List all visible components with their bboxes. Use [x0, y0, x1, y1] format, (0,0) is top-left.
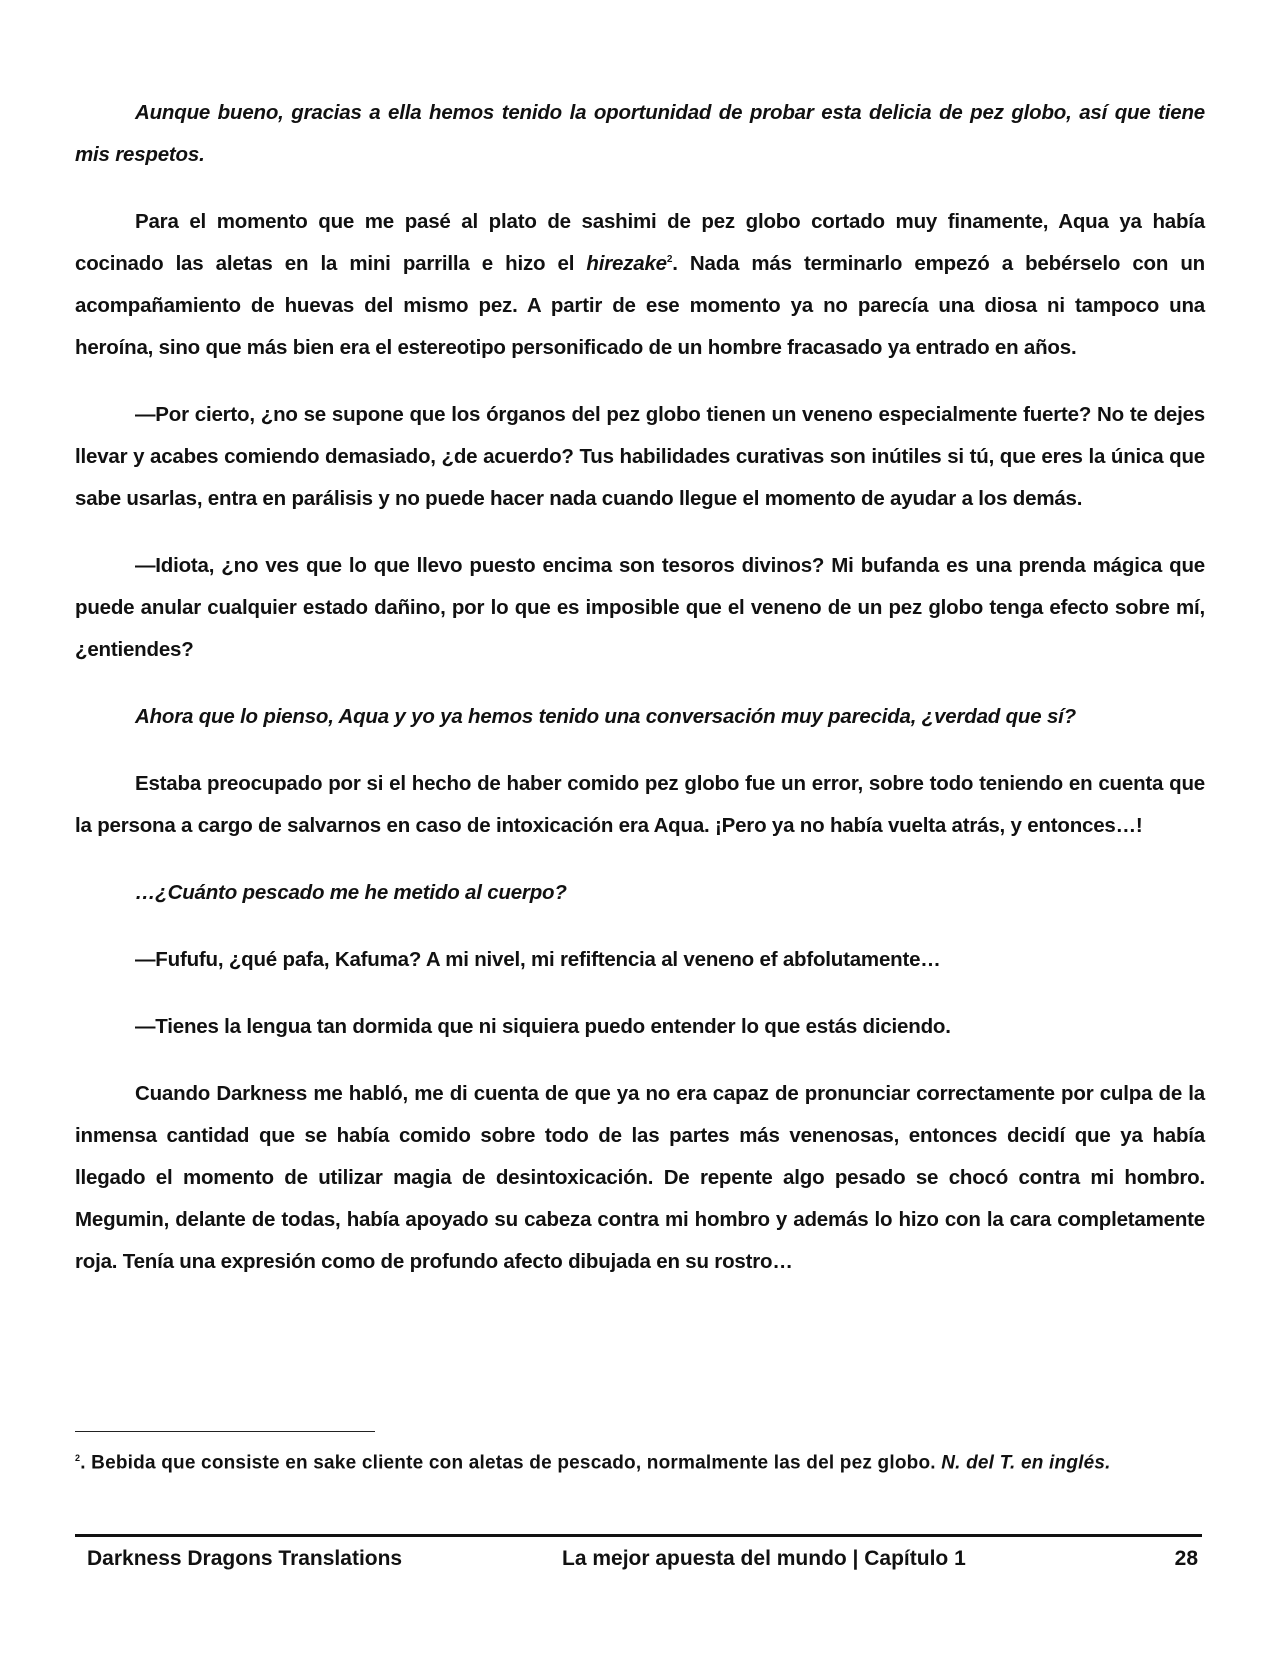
footer-chapter-title: La mejor apuesta del mundo | Capítulo 1 — [562, 1547, 966, 1570]
paragraph-7: …¿Cuánto pescado me he metido al cuerpo? — [135, 881, 567, 904]
footnote — [75, 1444, 1215, 1477]
page-footer — [75, 1543, 1202, 1575]
paragraph-1: Aunque bueno, gracias a ella hemos tenido la oportunidad de probar esta delicia de pez globo, así que tiene mis respetos. — [75, 101, 1205, 166]
paragraph-8: —Fufufu, ¿qué pafa, Kafuma? A mi nivel, mi refiftencia al veneno ef abfolutamente… — [135, 948, 941, 971]
hirezake-term: hirezake — [586, 252, 667, 275]
paragraph-2-text-b: . Nada más terminarlo empezó a bebérselo con un acompañamiento de huevas del mismo pez. A partir de ese momento ya no parecía una diosa ni tampoco una heroína, sino que más bien era el estereotipo personificado de un hombre fracasado ya entrado en años. — [75, 252, 1205, 359]
footer-divider — [75, 1534, 1202, 1537]
paragraph-4: —Idiota, ¿no ves que lo que llevo puesto encima son tesoros divinos? Mi bufanda es una prenda mágica que puede anular cualquier estado dañino, por lo que es imposible que el veneno de un pez globo tenga efecto sobre mí, ¿entiendes? — [75, 554, 1205, 661]
footer-translator-group: Darkness Dragons Translations — [87, 1547, 403, 1570]
footnote-marker: 2 — [75, 1453, 81, 1463]
paragraph-10: Cuando Darkness me habló, me di cuenta de que ya no era capaz de pronunciar correctamente por culpa de la inmensa cantidad que se había comido sobre todo de las partes más venenosas, entonces decidí que ya había llegado el momento de utilizar magia de desintoxicación. De repente algo pesado se chocó contra mi hombro. Megumin, delante de todas, había apoyado su cabeza contra mi hombro y además lo hizo con la cara completamente roja. Tenía una expresión como de profundo afecto dibujada en su rostro… — [75, 1082, 1205, 1273]
page-body — [75, 92, 1205, 1308]
paragraph-2 — [75, 201, 1205, 369]
translator-note: N. del T. en inglés. — [941, 1452, 1111, 1474]
footnote-reference[interactable]: 2 — [666, 254, 673, 266]
footnote-divider — [75, 1431, 375, 1432]
paragraph-9: —Tienes la lengua tan dormida que ni siquiera puedo entender lo que estás diciendo. — [135, 1015, 951, 1038]
footnote-text: . Bebida que consiste en sake cliente con aletas de pescado, normalmente las del pez globo. — [80, 1452, 942, 1474]
paragraph-3: —Por cierto, ¿no se supone que los órganos del pez globo tienen un veneno especialmente fuerte? No te dejes llevar y acabes comiendo demasiado, ¿de acuerdo? Tus habilidades curativas son inútiles si tú, que eres la única que sabe usarlas, entra en parálisis y no puede hacer nada cuando llegue el momento de ayudar a los demás. — [75, 403, 1205, 510]
paragraph-5: Ahora que lo pienso, Aqua y yo ya hemos tenido una conversación muy parecida, ¿verdad que sí? — [135, 705, 1076, 728]
paragraph-6: Estaba preocupado por si el hecho de haber comido pez globo fue un error, sobre todo teniendo en cuenta que la persona a cargo de salvarnos en caso de intoxicación era Aqua. ¡Pero ya no había vuelta atrás, y entonces…! — [75, 772, 1205, 837]
paragraph-2-text-a: Para el momento que me pasé al plato de sashimi de pez globo cortado muy finamente, Aqua ya había cocinado las aletas en la mini parrilla e hizo el — [75, 210, 1205, 275]
page-number: 28 — [1174, 1547, 1198, 1570]
